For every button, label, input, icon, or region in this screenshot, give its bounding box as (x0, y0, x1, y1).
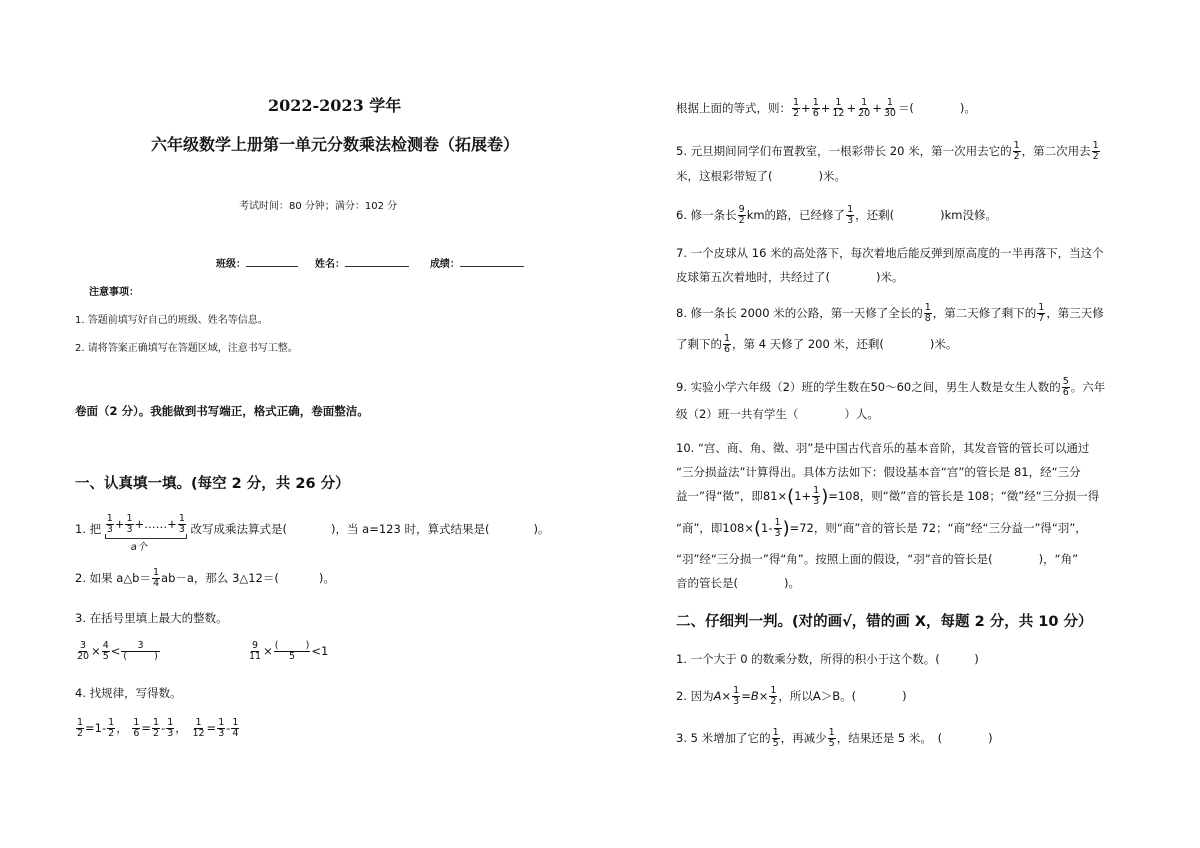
sum-count: a个 (130, 542, 147, 553)
section-1-heading: 一、认真填一填。(每空 2 分，共 26 分） (75, 476, 350, 492)
question-4-pattern: $\frac{1}{2}$ =1- $\frac{1}{2}$ ， $\frac{1}{6}$ = $\frac{1}{2}$ - $\frac{1}{3}$ ， $\frac{1}{12}$ = $\frac{1}{3}$ - $\frac{1}{4}$ (77, 717, 239, 739)
question-3-part-a: $\frac{3}{20}$ × $\frac{4}{5}$ < $\frac{3}{( )}$ (77, 640, 159, 662)
judge-3: 3. 5 米增加了它的 $\frac{1}{5}$ ，再减少 $\frac{1}{5}$ ，结果还是 5 米。 ( ) (676, 727, 993, 749)
question-10-line-6: 音的管长是( )。 (676, 576, 800, 590)
question-6: 6. 修一条长 $\frac{9}{2}$ km的路，已经修了 $\frac{1}{3}$ ，还剩( )km没修。 (676, 204, 997, 226)
score-field[interactable] (460, 254, 524, 267)
question-9: 9. 实验小学六年级（2）班的学生数在50～60之间，男生人数是女生人数的 $\frac{5}{6}$ 。六年 (676, 376, 1106, 398)
question-10-line-5: “羽”经“三分损一”得“角”。按照上面的假设，“羽”音的管长是( )，“角” (676, 552, 1079, 566)
main-title: 六年级数学上册第一单元分数乘法检测卷（拓展卷） (151, 135, 520, 154)
name-field[interactable] (345, 254, 409, 267)
question-5: 5. 元旦期间同学们布置教室，一根彩带长 20 米，第一次用去它的 $\frac{1}{2}$ ，第二次用去 $\frac{1}{2}$ (676, 140, 1099, 162)
info-fields (216, 254, 524, 270)
question-1: 1. 把 $\frac{1}{3}$ + $\frac{1}{3}$ +……+ $\frac{1}{3}$ a个 改写成乘法算式是( )，当 a=123 时，算式结果是( )。 (75, 513, 550, 553)
question-10: 10. “宫、商、角、徵、羽”是中国古代音乐的基本音阶，其发音管的管长可以通过 (676, 441, 1090, 455)
score-label: 成绩： (429, 259, 460, 270)
note-2: 2. 请将答案正确填写在答题区域，注意书写工整。 (75, 343, 298, 354)
notes-title: 注意事项： (89, 287, 139, 298)
judge-1: 1. 一个大于 0 的数乘分数，所得的积小于这个数。( ) (676, 652, 979, 666)
question-5-line-2: 米，这根彩带短了( )米。 (676, 169, 846, 183)
note-1: 1. 答题前填写好自己的班级、姓名等信息。 (75, 315, 268, 326)
question-4-continued: 根据上面的等式，则： $\frac{1}{2}$ + $\frac{1}{6}$ + $\frac{1}{12}$ + $\frac{1}{20}$ + $\frac{1}{30}$ ＝( )。 (676, 97, 976, 119)
section-2-heading: 二、仔细判一判。(对的画√，错的画 X，每题 2 分，共 10 分） (676, 614, 1093, 630)
question-10-line-2: “三分损益法”计算得出。具体方法如下：假设基本音“宫”的管长是 81，经“三分 (676, 465, 1081, 479)
judge-2: 2. 因为A× $\frac{1}{3}$ =B× $\frac{1}{2}$ ，所以A＞B。( ) (676, 685, 907, 707)
question-2: 2. 如果 a△b＝ $\frac{1}{4}$ ab－a，那么 3△12＝( )。 (75, 567, 335, 589)
class-label: 班级： (216, 259, 246, 270)
exam-info: 考试时间：80 分钟；满分：102 分 (239, 201, 398, 212)
neatness-note: 卷面（2 分）。我能做到书写端正，格式正确，卷面整洁。 (75, 404, 369, 418)
sum-expression: $\frac{1}{3}$ + $\frac{1}{3}$ +……+ $\frac{1}{3}$ a个 (106, 513, 185, 553)
question-7: 7. 一个皮球从 16 米的高处落下，每次着地后能反弹到原高度的一半再落下，当这个 (676, 246, 1104, 260)
question-8: 8. 修一条长 2000 米的公路，第一天修了全长的 $\frac{1}{8}$ ，第二天修了剩下的 $\frac{1}{7}$ ，第三天修 (676, 302, 1104, 324)
class-field[interactable] (246, 254, 298, 267)
question-3-part-b: $\frac{9}{11}$ × $\frac{( )}{5}$ <1 (249, 640, 329, 662)
question-10-line-3: 益一”得“徵”，即81×(1+ $\frac{1}{3}$ )=108，则“徵”音的管长是 108；“徵”经“三分损一得 (676, 485, 1100, 507)
question-10-line-4: “商”，即108×(1- $\frac{1}{3}$ )=72，则“商”音的管长是 72；“商”经“三分益一”得“羽”， (676, 517, 1087, 539)
question-4: 4. 找规律，写得数。 (75, 686, 182, 700)
question-7-line-2: 皮球第五次着地时，共经过了( )米。 (676, 270, 904, 284)
question-8-line-2: 了剩下的 $\frac{1}{6}$ ，第 4 天修了 200 米，还剩( )米。 (676, 333, 958, 355)
question-9-line-2: 级（2）班一共有学生（ ）人。 (676, 407, 879, 421)
name-label: 姓名： (314, 259, 345, 270)
question-3: 3. 在括号里填上最大的整数。 (75, 611, 228, 625)
year-title: 2022-2023 学年 (268, 96, 402, 115)
